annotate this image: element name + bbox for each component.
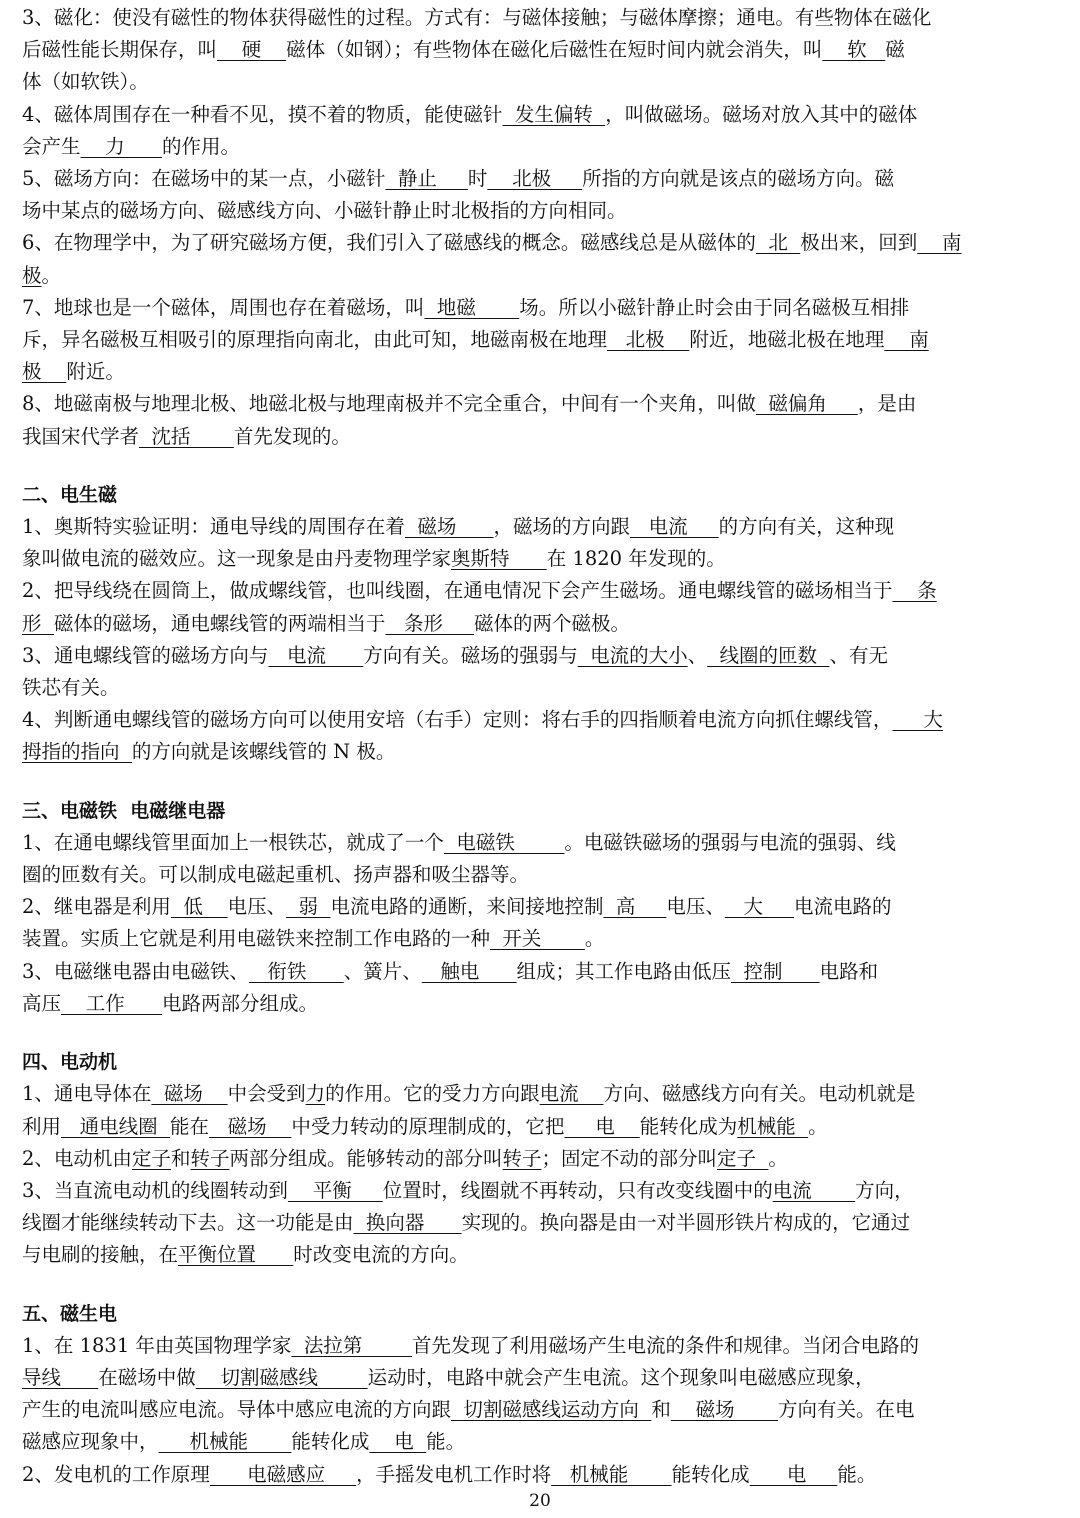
section-heading: 五、磁生电 xyxy=(22,1302,118,1325)
answer-blank: 力 xyxy=(305,1082,326,1106)
text-run: 中会受到 xyxy=(227,1082,306,1106)
answer-blank: 磁场 xyxy=(404,515,494,539)
answer-blank: 开关 xyxy=(490,927,585,951)
item-s2-1 xyxy=(22,511,1026,575)
answer-blank: 极 xyxy=(22,360,42,384)
text-run: 7、地球也是一个磁体，周围也存在着磁场，叫 xyxy=(22,295,425,319)
page-number: 20 xyxy=(529,1491,551,1511)
answer-blank: 大 xyxy=(724,895,794,919)
section-heading: 二、电生磁 xyxy=(22,483,118,506)
text-run: 1、在通电螺线管里面加上一根铁芯，就成了一个 xyxy=(22,830,444,854)
text-line xyxy=(22,292,1026,324)
text-run: 能。 xyxy=(837,1462,877,1486)
text-run: 能转化成 xyxy=(291,1430,370,1454)
text-line: 圈的匝数有关。可以制成电磁起重机、扬声器和吸尘器等。 xyxy=(22,863,530,887)
text-line xyxy=(22,1175,1026,1207)
text-line xyxy=(22,923,1026,955)
text-run: 能在 xyxy=(170,1114,210,1138)
text-run: ，手摇发电机工作时将 xyxy=(356,1462,552,1486)
text-run: 2、把导线绕在圆筒上，做成螺线管，也叫线圈，在通电情况下会产生磁场。通电螺线管的磁场相当于 xyxy=(22,579,893,603)
text-line xyxy=(22,324,1026,356)
answer-blank xyxy=(42,356,67,388)
text-run: 1、通电导体在 xyxy=(22,1082,152,1106)
text-run: 。 xyxy=(808,1114,828,1138)
text-run: 。电磁铁磁场的强弱与电流的强弱、线 xyxy=(564,830,896,854)
answer-blank: 奥斯特 xyxy=(451,547,547,571)
answer-blank: 电 xyxy=(749,1462,838,1486)
text-run: 和 xyxy=(170,1146,191,1170)
text-run: 高压 xyxy=(22,991,62,1015)
text-line: 体（如软铁）。 xyxy=(22,70,149,94)
answer-blank: 电流 xyxy=(268,643,364,667)
answer-blank: 工作 xyxy=(61,991,163,1015)
text-run: 6、在物理学中，为了研究磁场方便，我们引入了磁感线的概念。磁感线总是从磁体的 xyxy=(22,231,756,255)
text-run: 中受力转动的原理制成的，它把 xyxy=(291,1114,565,1138)
answer-blank: 极 xyxy=(22,263,42,287)
text-line xyxy=(22,260,1026,292)
answer-blank: 力 xyxy=(80,134,163,158)
answer-blank: 转子 xyxy=(502,1146,542,1170)
text-line: 场中某点的磁场方向、磁感线方向、小磁针静止时北极指的方向相同。 xyxy=(22,199,627,223)
answer-blank xyxy=(120,736,132,768)
text-run: 的作用。 xyxy=(162,134,241,158)
text-run: 2、电动机由 xyxy=(22,1146,132,1170)
text-run: 磁体的两个磁极。 xyxy=(474,611,631,635)
text-line xyxy=(22,988,1026,1020)
text-run: ；固定不动的部分叫 xyxy=(541,1146,718,1170)
text-line xyxy=(22,1459,1026,1491)
text-line xyxy=(22,827,1026,859)
text-run: 5、磁场方向：在磁场中的某一点，小磁针 xyxy=(22,167,386,191)
item-s5-1 xyxy=(22,1330,1026,1459)
text-line: 铁芯有关。 xyxy=(22,676,120,700)
text-run: 能转化成为 xyxy=(639,1114,738,1138)
text-line xyxy=(22,956,1026,988)
text-run: 、有无 xyxy=(829,643,888,667)
item-s1-4 xyxy=(22,99,1026,163)
text-run: 磁 xyxy=(885,38,905,62)
text-run: 。 xyxy=(768,1146,788,1170)
answer-blank: 高 xyxy=(603,895,667,919)
text-line xyxy=(22,1078,1026,1110)
answer-blank: 条 xyxy=(892,579,937,603)
text-run: 在磁场中做 xyxy=(98,1365,196,1389)
text-line xyxy=(22,131,1026,163)
text-line xyxy=(22,1394,1026,1426)
item-s4-3 xyxy=(22,1175,1026,1272)
text-line xyxy=(22,421,1026,453)
item-s3-2 xyxy=(22,891,1026,955)
answer-blank: 定子 xyxy=(131,1146,171,1170)
answer-blank: 形 xyxy=(22,611,42,635)
text-run: 。 xyxy=(584,927,605,951)
text-run: 电压、 xyxy=(666,895,725,919)
text-line xyxy=(22,99,1026,131)
text-run: 附近。 xyxy=(66,360,125,384)
answer-blank: 南 xyxy=(917,231,962,255)
answer-blank: 北 xyxy=(755,231,801,255)
text-run: 2、继电器是利用 xyxy=(22,895,171,919)
answer-blank: 软 xyxy=(822,38,886,62)
text-run: 产生的电流叫感应电流。导体中感应电流的方向跟 xyxy=(22,1398,452,1422)
text-run: 我国宋代学者 xyxy=(22,424,140,448)
answer-blank: 电流 xyxy=(630,515,719,539)
text-run: 和 xyxy=(651,1398,671,1422)
text-run: 电路和 xyxy=(819,959,879,983)
text-line xyxy=(22,640,1026,672)
text-line xyxy=(22,163,1026,195)
item-s2-2 xyxy=(22,575,1026,639)
item-s4-2 xyxy=(22,1143,1026,1175)
text-run: 线圈才能继续转动下去。这一功能是由 xyxy=(22,1211,354,1235)
text-run: 在 1820 年发现的。 xyxy=(546,547,726,571)
text-run: 、簧片、 xyxy=(343,959,422,983)
item-s1-7 xyxy=(22,292,1026,389)
answer-blank: 控制 xyxy=(731,959,820,983)
answer-blank: 电流 xyxy=(772,1178,856,1202)
item-s4-1 xyxy=(22,1078,1026,1142)
answer-blank: 磁场 xyxy=(151,1082,228,1106)
answer-blank: 平衡位置 xyxy=(178,1243,294,1267)
text-line xyxy=(22,1330,1026,1362)
text-run: 所指的方向就是该点的磁场方向。磁 xyxy=(582,167,895,191)
answer-blank: 沈括 xyxy=(139,424,234,448)
text-run: 实现的。换向器是由一对半圆形铁片构成的，它通过 xyxy=(461,1211,911,1235)
item-s2-3 xyxy=(22,640,1026,704)
text-run: 、 xyxy=(687,643,708,667)
text-run: 会产生 xyxy=(22,134,81,158)
text-run: 1、在 1831 年由英国物理学家 xyxy=(22,1333,292,1357)
text-run: 与电刷的接触，在 xyxy=(22,1243,179,1267)
text-run: 斥，异名磁极互相吸引的原理指向南北，由此可知，地磁南极在地理 xyxy=(22,328,608,352)
answer-blank: 磁场 xyxy=(670,1398,779,1422)
answer-blank: 条形 xyxy=(385,611,475,635)
text-run: 方向、磁感线方向有关。电动机就是 xyxy=(603,1082,916,1106)
answer-blank: 北极 xyxy=(487,167,583,191)
text-run: 位置时，线圈就不再转动，只有改变线圈中的 xyxy=(382,1178,773,1202)
text-run: 电流电路的通断，来间接地控制 xyxy=(330,895,604,919)
text-run: 方向， xyxy=(855,1178,914,1202)
text-run: 3、通电螺线管的磁场方向与 xyxy=(22,643,269,667)
answer-blank: 大 xyxy=(892,708,943,732)
text-run: 的方向有关，这种现 xyxy=(718,515,895,539)
answer-blank: 衔铁 xyxy=(248,959,344,983)
text-run: 附近，地磁北极在地理 xyxy=(689,328,885,352)
text-run: ，是由 xyxy=(857,392,917,416)
answer-blank: 北极 xyxy=(607,328,690,352)
answer-blank: 磁偏角 xyxy=(755,392,858,416)
answer-blank: 触电 xyxy=(421,959,517,983)
text-run: 电流电路的 xyxy=(793,895,892,919)
section-heading: 三、电磁铁 电磁继电器 xyxy=(22,799,226,822)
text-run: 方向有关。磁场的强弱与 xyxy=(363,643,578,667)
document-page xyxy=(22,2,1026,1491)
answer-blank xyxy=(42,608,54,640)
answer-blank: 通电线圈 xyxy=(61,1114,171,1138)
text-run: 时 xyxy=(467,167,488,191)
text-run: ，叫做磁场。磁场对放入其中的磁体 xyxy=(605,102,918,126)
text-run: 1、奥斯特实验证明：通电导线的周围存在着 xyxy=(22,515,405,539)
text-run: 象叫做电流的磁效应。这一现象是由丹麦物理学家 xyxy=(22,547,452,571)
answer-blank: 切割磁感线运动方向 xyxy=(451,1398,652,1422)
answer-blank: 导线 xyxy=(22,1365,62,1389)
text-run: 运动时，电路中就会产生电流。这个现象叫电磁感应现象， xyxy=(367,1365,875,1389)
text-run: 后磁性能长期保存，叫 xyxy=(22,38,218,62)
answer-blank: 低 xyxy=(170,895,228,919)
answer-blank: 电流 xyxy=(539,1082,604,1106)
text-line xyxy=(22,356,1026,388)
text-run: 电路两部分组成。 xyxy=(162,991,319,1015)
item-s1-3 xyxy=(22,2,1026,99)
text-line xyxy=(22,1111,1026,1143)
text-run: 极出来，回到 xyxy=(800,231,918,255)
text-line xyxy=(22,1143,1026,1175)
text-run: 装置。实质上它就是利用电磁铁来控制工作电路的一种 xyxy=(22,927,491,951)
text-line: 3、磁化：使没有磁性的物体获得磁性的过程。方式有：与磁体接触；与磁体摩擦；通电。有些物体在磁化 xyxy=(22,6,932,29)
text-run: 场。所以小磁针静止时会由于同名磁极互相排 xyxy=(519,295,910,319)
text-line xyxy=(22,1362,1026,1394)
answer-blank: 法拉第 xyxy=(291,1333,412,1357)
text-run: 2、发电机的工作原理 xyxy=(22,1462,210,1486)
text-line xyxy=(22,891,1026,923)
text-line xyxy=(22,1207,1026,1239)
answer-blank: 机械能 xyxy=(737,1114,809,1138)
answer-blank: 电 xyxy=(564,1114,640,1138)
text-line xyxy=(22,34,1026,66)
answer-blank: 机械能 xyxy=(158,1430,292,1454)
text-run: 电压、 xyxy=(227,895,287,919)
answer-blank: 静止 xyxy=(385,167,468,191)
item-s2-4 xyxy=(22,704,1026,768)
item-s1-8 xyxy=(22,388,1026,452)
answer-blank: 拇指的指向 xyxy=(22,740,120,764)
item-s1-5 xyxy=(22,163,1026,227)
text-line xyxy=(22,1239,1026,1271)
text-run: ，磁场的方向跟 xyxy=(493,515,631,539)
text-line xyxy=(22,388,1026,420)
section-heading: 四、电动机 xyxy=(22,1051,118,1074)
text-line xyxy=(22,736,1026,768)
text-line xyxy=(22,575,1026,607)
text-run: 组成；其工作电路由低压 xyxy=(516,959,732,983)
text-run: 3、当直流电动机的线圈转动到 xyxy=(22,1178,288,1202)
text-run: 磁体的磁场，通电螺线管的两端相当于 xyxy=(53,611,386,635)
text-line xyxy=(22,608,1026,640)
answer-blank: 平衡 xyxy=(287,1178,383,1202)
answer-blank: 机械能 xyxy=(551,1462,672,1486)
text-run: 8、地磁南极与地理北极、地磁北极与地理南极并不完全重合，中间有一个夹角，叫做 xyxy=(22,392,756,416)
answer-blank: 切割磁感线 xyxy=(195,1365,368,1389)
text-run: 首先发现的。 xyxy=(233,424,351,448)
text-line xyxy=(22,1426,1026,1458)
text-run: 4、判断通电螺线管的磁场方向可以使用安培（右手）定则：将右手的四指顺着电流方向抓住螺线管， xyxy=(22,708,893,732)
text-run: 4、磁体周围存在一种看不见，摸不着的物质，能使磁针 xyxy=(22,102,503,126)
answer-blank: 弱 xyxy=(286,895,331,919)
answer-blank: 地磁 xyxy=(424,295,520,319)
text-run: 方向有关。在电 xyxy=(778,1398,915,1422)
answer-blank: 电磁感应 xyxy=(209,1462,357,1486)
text-run: 。 xyxy=(41,263,62,287)
item-s3-1 xyxy=(22,827,1026,891)
text-run: 首先发现了利用磁场产生电流的条件和规律。当闭合电路的 xyxy=(411,1333,919,1357)
text-run: 能转化成 xyxy=(671,1462,750,1486)
answer-blank: 磁场 xyxy=(209,1114,292,1138)
text-run: 的作用。它的受力方向跟 xyxy=(325,1082,540,1106)
answer-blank: 硬 xyxy=(217,38,287,62)
answer-blank: 电 xyxy=(369,1430,427,1454)
text-run: 3、电磁继电器由电磁铁、 xyxy=(22,959,249,983)
item-s5-2 xyxy=(22,1459,1026,1491)
answer-blank: 线圈的匝数 xyxy=(707,643,830,667)
text-run: 磁感应现象中， xyxy=(22,1430,159,1454)
text-line xyxy=(22,511,1026,543)
item-s1-6 xyxy=(22,227,1026,291)
answer-blank: 定子 xyxy=(717,1146,769,1170)
text-run: 的方向就是该螺线管的 N 极。 xyxy=(131,740,396,764)
text-run: 磁体（如钢）；有些物体在磁化后磁性在短时间内就会消失，叫 xyxy=(286,38,823,62)
answer-blank: 换向器 xyxy=(353,1211,462,1235)
text-run: 能。 xyxy=(426,1430,466,1454)
text-run: 时改变电流的方向。 xyxy=(293,1243,469,1267)
answer-blank: 电磁铁 xyxy=(443,830,565,854)
text-line xyxy=(22,543,1026,575)
answer-blank: 转子 xyxy=(190,1146,230,1170)
text-run: 利用 xyxy=(22,1114,62,1138)
text-line xyxy=(22,704,1026,736)
text-run: 两部分组成。能够转动的部分叫 xyxy=(229,1146,503,1170)
answer-blank: 电流的大小 xyxy=(577,643,688,667)
text-line xyxy=(22,227,1026,259)
item-s3-3 xyxy=(22,956,1026,1020)
answer-blank xyxy=(61,1362,98,1394)
answer-blank: 发生偏转 xyxy=(502,102,606,126)
answer-blank: 南 xyxy=(884,328,929,352)
